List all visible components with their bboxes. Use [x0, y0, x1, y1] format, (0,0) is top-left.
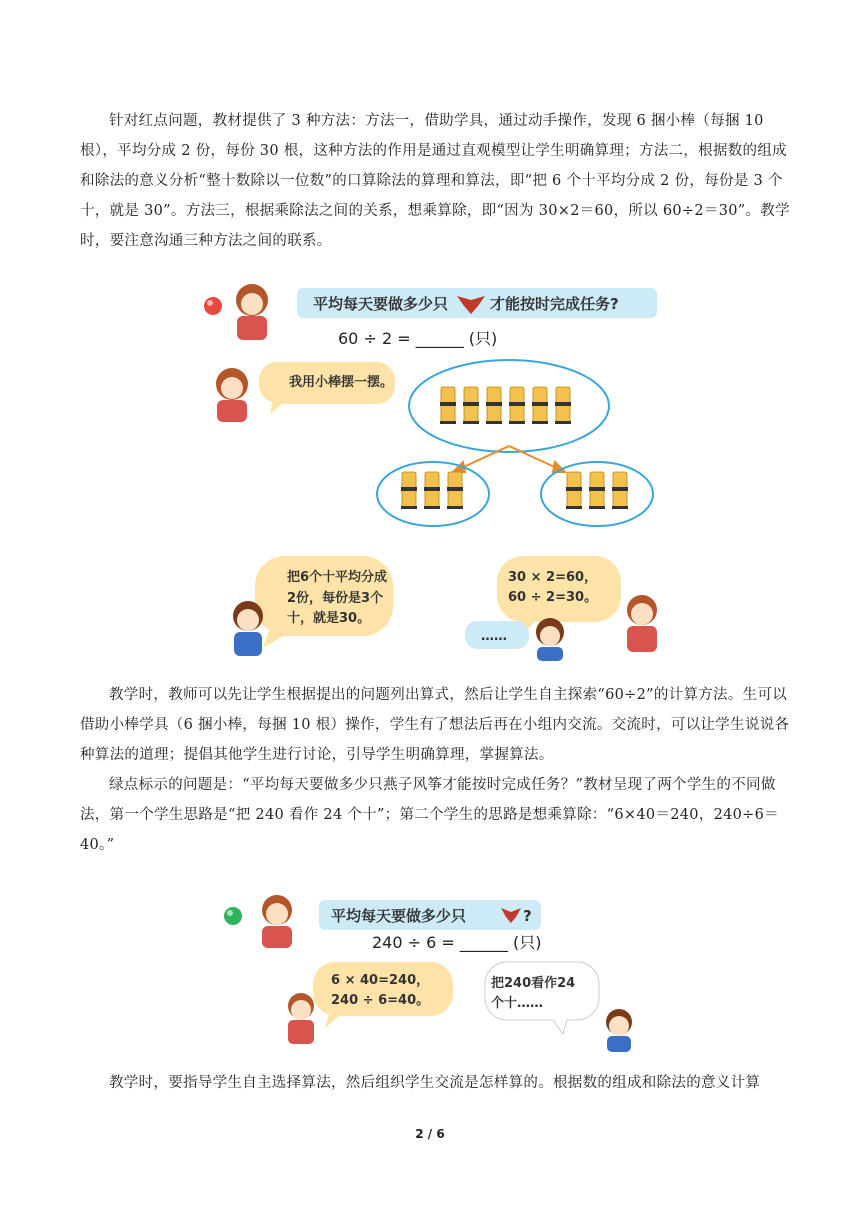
dots-bubble-text: ……	[481, 629, 507, 644]
boy-avatar-icon	[536, 618, 564, 661]
girl-avatar-icon	[288, 993, 314, 1044]
left-bubble-line-1: 6 × 40=240，	[331, 973, 430, 988]
girl-avatar-icon	[236, 284, 268, 340]
red-dot-icon	[204, 297, 222, 315]
paragraph-4: 教学时，要指导学生自主选择算法，然后组织学生交流是怎样算的。根据数的组成和除法的意义计算	[109, 1075, 761, 1091]
sticks-bubble-text: 我用小棒摆一摆。	[289, 375, 394, 390]
stick-bundles-six	[440, 387, 571, 424]
girl-avatar-icon	[262, 895, 292, 948]
figure-60-div-2	[195, 276, 665, 661]
boy-avatar-icon	[233, 601, 263, 656]
tens-bubble-line-1: 把6个十平均分成	[287, 570, 388, 585]
girl-avatar-icon	[627, 595, 657, 652]
question-text-after: 才能按时完成任务?	[490, 295, 619, 313]
paragraph-1: 针对红点问题，教材提供了 3 种方法：方法一，借助学具，通过动手操作，发现 6 捆小棒（每捆 10 根），平均分成 2 份，每份 30 根，这种方法的作用是通过直观模型让学生明确算理；方法二，根据数的组成和除法的意义分析“整十数除以一位数”的口算除法的算理和算法，即“把 6 个十平均分成 2 份，每份是 3 个十，就是 30”。方法三，根据乘除法之间的关系，想乘算除，即“因为 30×2＝60，所以 60÷2＝30”。教学时，要注意沟通三种方法之间的联系。	[80, 113, 790, 249]
paragraph-2: 教学时，教师可以先让学生根据提出的问题列出算式，然后让学生自主探索“60÷2”的计算方法。生可以借助小棒学具（6 捆小棒，每捆 10 根）操作，学生有了想法后再在小组内交流。交流时，可以让学生说说各种算法的道理；提倡其他学生进行讨论，引导学生明确算理，掌握算法。	[80, 687, 790, 763]
tens-bubble-line-3: 十，就是30。	[287, 611, 371, 626]
arrow-icon	[453, 446, 565, 472]
girl-avatar-icon	[216, 368, 248, 422]
boy-avatar-icon	[606, 1009, 632, 1052]
page-number: 2 / 6	[415, 1127, 445, 1141]
right-bubble-line-2: 个十……	[491, 996, 544, 1011]
green-dot-icon	[224, 907, 242, 925]
equation-text: 240 ÷ 6 = ______ (只)	[372, 933, 542, 952]
mult-bubble-line-1: 30 × 2=60，	[508, 570, 598, 585]
tens-bubble-line-2: 2份，每份是3个	[287, 591, 384, 606]
question-text-before: 平均每天要做多少只	[313, 295, 449, 313]
left-bubble-line-2: 240 ÷ 6=40。	[331, 993, 430, 1008]
equation-text: 60 ÷ 2 = ______ (只)	[338, 329, 498, 348]
question-text: 平均每天要做多少只	[331, 907, 467, 925]
question-end: ?	[523, 907, 532, 925]
mult-bubble-line-2: 60 ÷ 2=30。	[508, 590, 598, 605]
figure-240-div-6	[215, 888, 645, 1058]
right-bubble-line-1: 把240看作24	[491, 976, 576, 991]
paragraph-3: 绿点标示的问题是：“平均每天要做多少只燕子风筝才能按时完成任务？”教材呈现了两个学生的不同做法，第一个学生思路是“把 240 看作 24 个十”；第二个学生的思路是想乘算除：“6×40＝240，240÷6＝40。”	[80, 777, 779, 853]
